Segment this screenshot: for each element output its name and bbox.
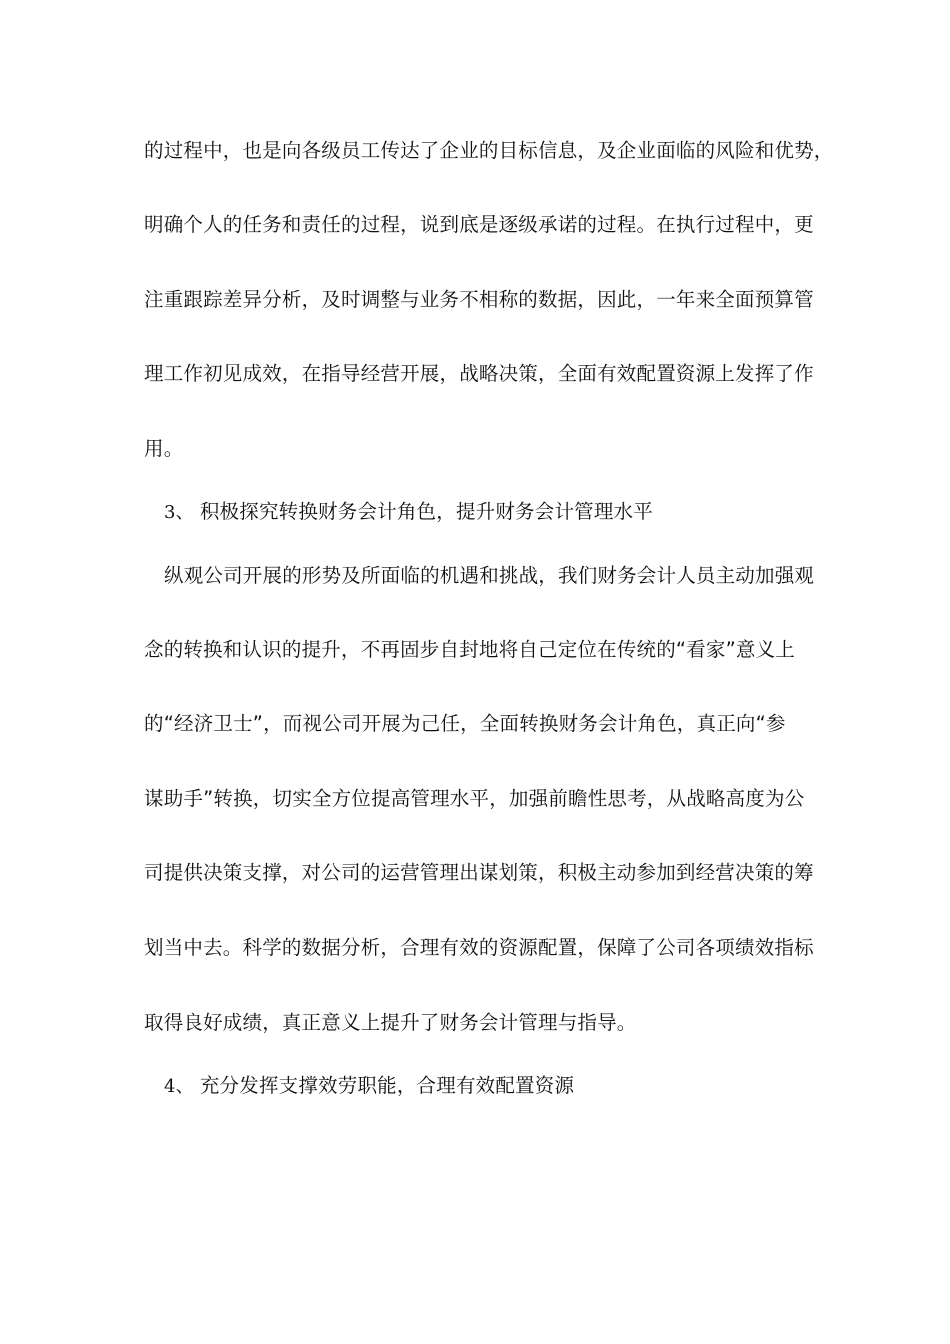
section-title: 充分发挥支撑效劳职能，合理有效配置资源 [199, 1074, 575, 1097]
section-heading-4 [164, 1073, 824, 1100]
paragraph-line: 谋助手”转换，切实全方位提高管理水平，加强前瞻性思考，从战略高度为公 [144, 787, 805, 810]
paragraph-line: 司提供决策支撑，对公司的运营管理出谋划策，积极主动参加到经营决策的筹 [144, 861, 814, 884]
section-heading-3 [164, 499, 824, 526]
paragraph-line: 明确个人的任务和责任的过程，说到底是逐级承诺的过程。在执行过程中，更 [144, 213, 814, 236]
section-title: 积极探究转换财务会计角色，提升财务会计管理水平 [199, 500, 653, 523]
paragraph-line: 的过程中，也是向各级员工传达了企业的目标信息，及企业面临的风险和优势， [144, 139, 834, 162]
section-number: 4、 [164, 1076, 194, 1097]
paragraph-line: 理工作初见成效，在指导经营开展，战略决策，全面有效配置资源上发挥了作 [144, 362, 814, 385]
paragraph-line: 的“经济卫士”，而视公司开展为己任，全面转换财务会计角色，真正向“参 [144, 712, 786, 735]
paragraph-line: 注重跟踪差异分析，及时调整与业务不相称的数据，因此，一年来全面预算管 [144, 288, 814, 311]
section-number: 3、 [164, 502, 194, 523]
paragraph-line: 纵观公司开展的形势及所面临的机遇和挑战，我们财务会计人员主动加强观 [164, 564, 815, 587]
paragraph-line: 划当中去。科学的数据分析，合理有效的资源配置，保障了公司各项绩效指标 [144, 936, 814, 959]
paragraph-line: 用。 [144, 437, 184, 460]
paragraph-line: 念的转换和认识的提升，不再固步自封地将自己定位在传统的“看家”意义上 [144, 638, 796, 661]
paragraph-line: 取得良好成绩，真正意义上提升了财务会计管理与指导。 [144, 1011, 637, 1034]
